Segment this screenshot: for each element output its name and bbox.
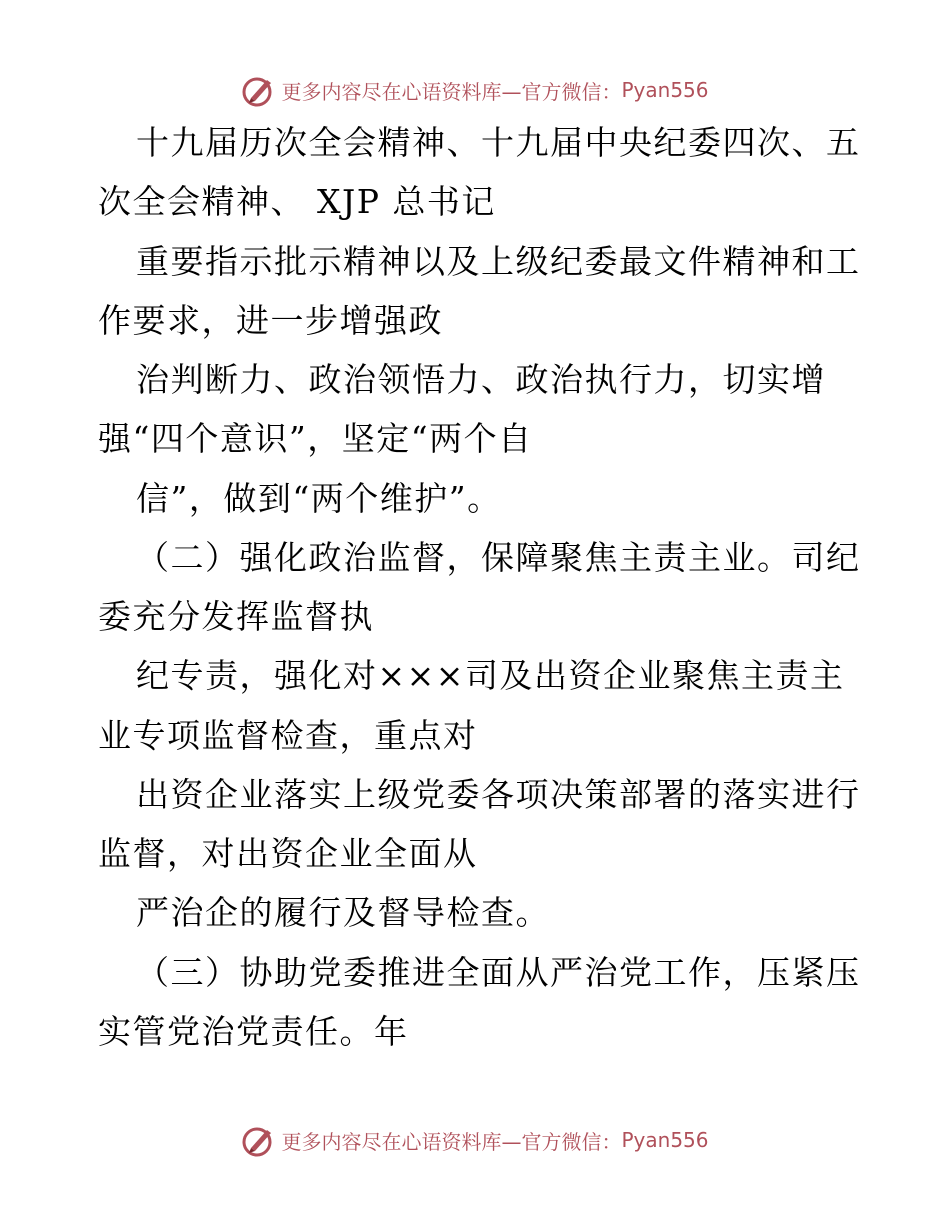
text-line: 监督，对出资企业全面从 bbox=[98, 834, 478, 873]
pen-in-circle-icon bbox=[241, 72, 277, 108]
text-line: 重要指示批示精神以及上级纪委最文件精神和工 bbox=[136, 242, 861, 281]
text-line: 治判断力、政治领悟力、政治执行力，切实增 bbox=[136, 360, 826, 399]
header-watermark bbox=[0, 70, 950, 110]
watermark-brand-text: 更多内容尽在心语资料库—官方微信： bbox=[281, 1129, 622, 1154]
text-line: （三）协助党委推进全面从严治党工作，压紧压 bbox=[136, 953, 861, 992]
text-line: 出资企业落实上级党委各项决策部署的落实进行 bbox=[136, 775, 861, 814]
text-line: 严治企的履行及督导检查。 bbox=[136, 893, 550, 932]
text-line: 十九届历次全会精神、十九届中央纪委四次、五 bbox=[136, 123, 861, 162]
watermark-wechat-id: Pyan556 bbox=[621, 78, 709, 102]
text-line: 强“四个意识”，坚定“两个自 bbox=[98, 419, 533, 458]
pen-in-circle-icon bbox=[241, 1122, 277, 1158]
text-line: 作要求，进一步增强政 bbox=[98, 301, 443, 340]
text-line: 实管党治党责任。年 bbox=[98, 1012, 409, 1051]
footer-watermark bbox=[0, 1120, 950, 1160]
text-line: （二）强化政治监督，保障聚焦主责主业。司纪 bbox=[136, 538, 861, 577]
text-line: 纪专责，强化对×××司及出资企业聚焦主责主 bbox=[136, 656, 845, 695]
text-line: 委充分发挥监督执 bbox=[98, 597, 374, 636]
watermark-wechat-id: Pyan556 bbox=[621, 1128, 709, 1152]
watermark-brand-text: 更多内容尽在心语资料库—官方微信： bbox=[281, 79, 622, 104]
text-line: 信”，做到“两个维护”。 bbox=[136, 479, 502, 518]
text-line: 次全会精神、 XJP 总书记 bbox=[98, 182, 496, 221]
text-line: 业专项监督检查，重点对 bbox=[98, 716, 478, 755]
